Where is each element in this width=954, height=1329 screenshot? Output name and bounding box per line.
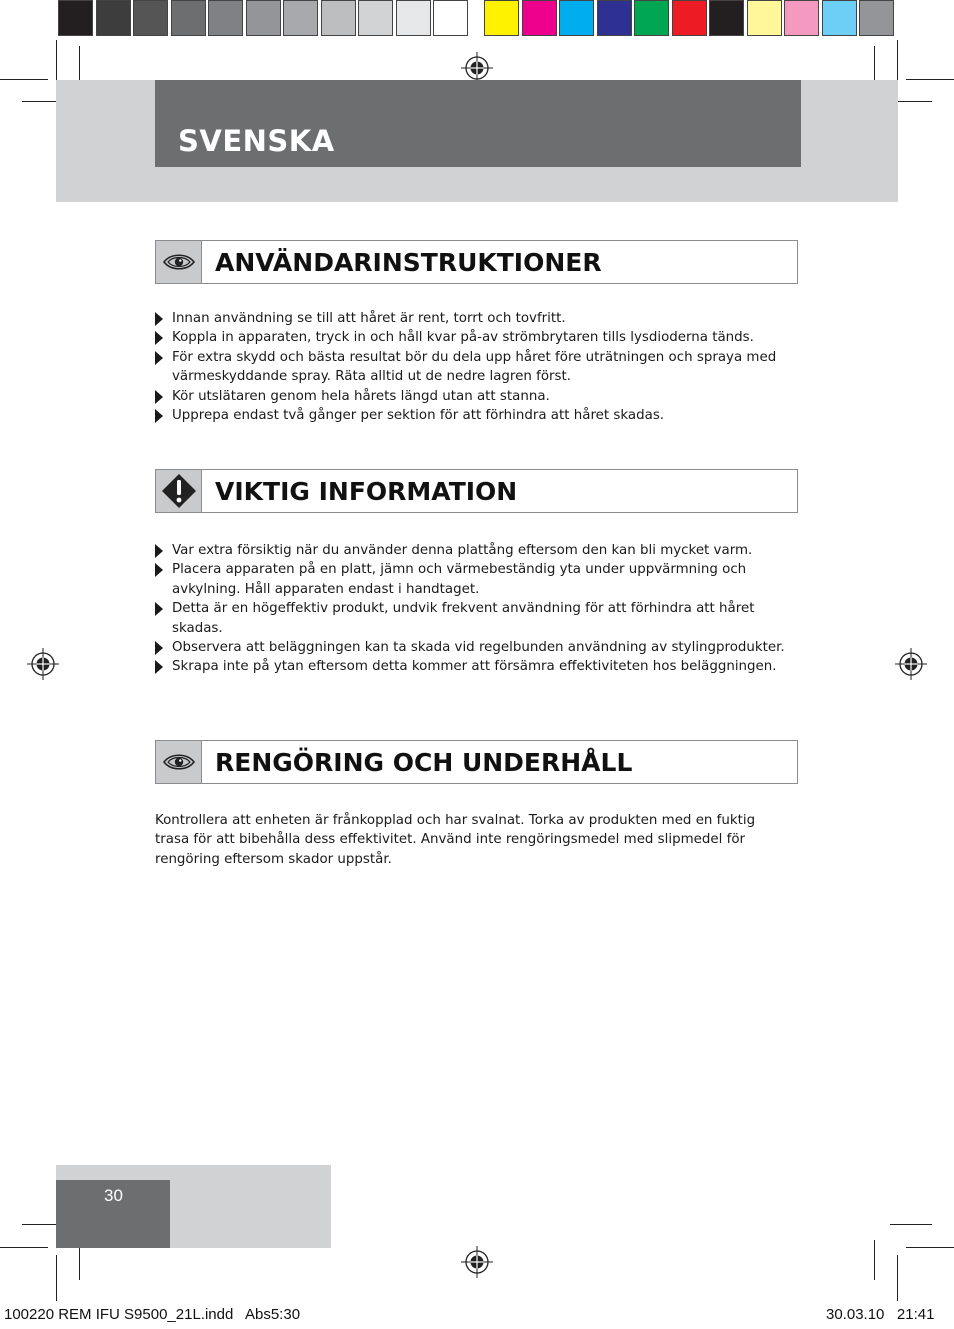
bullet-arrow-icon (155, 351, 163, 365)
section-heading-instructions (155, 240, 798, 284)
crop-mark (897, 1255, 898, 1301)
list-item-text: Upprepa endast två gånger per sektion för att förhindra att håret skadas. (172, 408, 665, 424)
calibration-swatch (358, 0, 393, 36)
list-item (155, 348, 795, 387)
crop-mark (56, 1255, 57, 1301)
bullet-arrow-icon (155, 331, 163, 345)
section-heading-important-information (155, 469, 798, 513)
calibration-swatch (634, 0, 669, 36)
section-title: ANVÄNDARINSTRUKTIONER (215, 248, 602, 277)
warning-icon (161, 473, 197, 509)
bullet-arrow-icon (155, 409, 163, 423)
list-item (155, 657, 795, 676)
list-item-text: Var extra försiktig när du använder denna plattång eftersom den kan bli mycket varm. (172, 543, 753, 558)
list-item-text: Innan användning se till att håret är rent, torrt och tovfritt. (172, 311, 566, 326)
calibration-swatch (484, 0, 519, 36)
list-item (155, 406, 795, 425)
calibration-swatch (433, 0, 468, 36)
crop-mark (0, 79, 48, 80)
list-item (155, 560, 795, 599)
crop-mark (906, 79, 954, 80)
calibration-swatch (96, 0, 131, 36)
language-title: SVENSKA (178, 124, 335, 158)
calibration-swatch (283, 0, 318, 36)
color-calibration-bar (484, 0, 897, 38)
calibration-swatch (246, 0, 281, 36)
list-item-text: Placera apparaten på en platt, jämn och värmebeständig yta under uppvärmning och avkylning. Håll apparaten endast i handtaget. (172, 562, 747, 597)
list-item (155, 599, 795, 638)
calibration-swatch (522, 0, 557, 36)
calibration-swatch (396, 0, 431, 36)
list-item (155, 328, 795, 347)
file-slug: 100220 REM IFU S9500_21L.indd Abs5:30 (4, 1306, 301, 1323)
bullet-arrow-icon (155, 660, 163, 674)
list-item (155, 387, 795, 406)
calibration-swatch (822, 0, 857, 36)
cleaning-paragraph: Kontrollera att enheten är frånkopplad och har svalnat. Torka av produkten med en fuktig trasa för att bibehålla dess effektivitet. Använd inte rengöringsmedel med slipmedel för rengöring eftersom skador uppstår. (155, 813, 756, 867)
date-slug: 30.03.10 21:41 (826, 1306, 935, 1323)
bullet-arrow-icon (155, 312, 163, 326)
calibration-swatch (208, 0, 243, 36)
section-heading-cleaning (155, 740, 798, 784)
list-item-text: Kör utslätaren genom hela hårets längd utan att stanna. (172, 388, 550, 404)
bullet-arrow-icon (155, 563, 163, 577)
calibration-swatch (709, 0, 744, 36)
calibration-swatch (597, 0, 632, 36)
calibration-swatch (784, 0, 819, 36)
bullet-arrow-icon (155, 544, 163, 558)
crop-mark (890, 1224, 932, 1225)
section-icon-cell (156, 470, 202, 512)
calibration-swatch (559, 0, 594, 36)
eye-icon (162, 751, 196, 773)
registration-mark-icon (27, 648, 59, 680)
section-title: RENGÖRING OCH UNDERHÅLL (215, 748, 633, 777)
registration-mark-icon (895, 648, 927, 680)
bullet-arrow-icon (155, 602, 163, 616)
section-icon-cell (156, 241, 202, 283)
crop-mark (906, 1247, 954, 1248)
list-item-text: Koppla in apparaten, tryck in och håll kvar på-av strömbrytaren tills lysdioderna tänds. (172, 330, 754, 346)
calibration-swatch (672, 0, 707, 36)
calibration-swatch (171, 0, 206, 36)
section-icon-cell (156, 741, 202, 783)
calibration-swatch (133, 0, 168, 36)
eye-icon (162, 251, 196, 273)
list-item (155, 541, 795, 560)
bullet-arrow-icon (155, 390, 163, 404)
grayscale-calibration-bar (58, 0, 471, 38)
registration-mark-icon (461, 1246, 493, 1278)
calibration-swatch (747, 0, 782, 36)
bullet-arrow-icon (155, 641, 163, 655)
list-item-text: Observera att beläggningen kan ta skada vid regelbunden användning av stylingprodukter. (172, 640, 785, 656)
list-item-text: Skrapa inte på ytan eftersom detta kommer att försämra effektiviteten hos beläggningen. (172, 659, 777, 675)
list-item-text: Detta är en högeffektiv produkt, undvik frekvent användning för att förhindra att håret skadas. (172, 601, 755, 636)
page-number: 30 (104, 1186, 123, 1205)
section-title: VIKTIG INFORMATION (215, 477, 518, 506)
list-item (155, 638, 795, 657)
calibration-swatch (58, 0, 93, 36)
list-item (155, 309, 795, 328)
crop-mark (0, 1247, 48, 1248)
crop-mark (874, 1240, 875, 1280)
important-information-list (155, 541, 795, 677)
calibration-swatch (859, 0, 894, 36)
instructions-list (155, 309, 795, 425)
calibration-swatch (321, 0, 356, 36)
list-item-text: För extra skydd och bästa resultat bör du dela upp håret före uträtningen och spraya med värmeskyddande spray. Räta alltid ut de nedre lagren först. (172, 349, 777, 385)
